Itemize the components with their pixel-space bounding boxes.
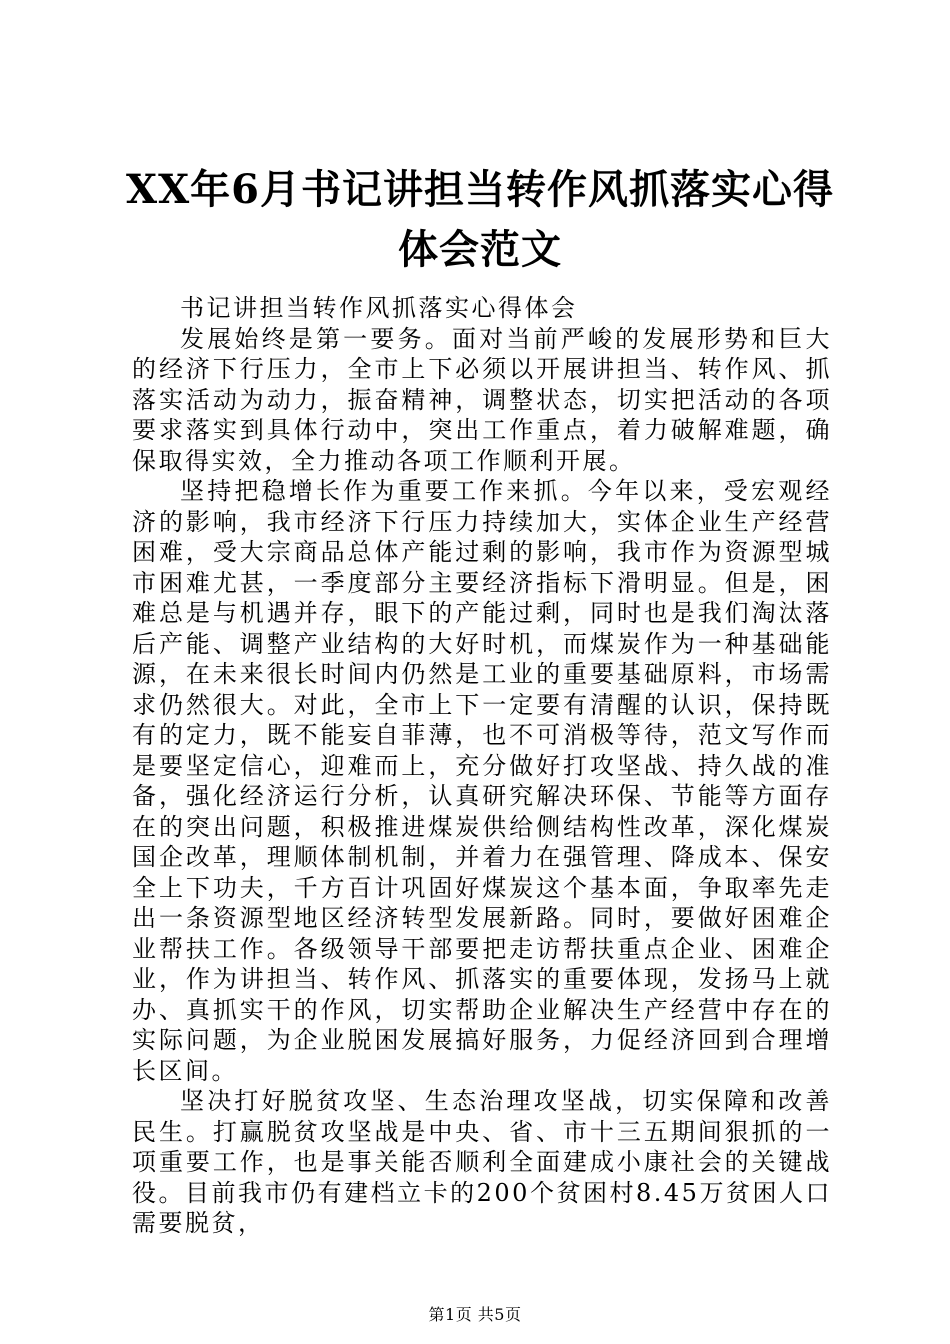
body-paragraph: 坚持把稳增长作为重要工作来抓。今年以来，受宏观经济的影响，我市经济下行压力持续加大，实体企业生产经营困难，受大宗商品总体产能过剩的影响，我市作为资源型城市困难尤甚，一季度部分主要经济指标下滑明显。但是，困难总是与机遇并存，眼下的产能过剩，同时也是我们淘汰落后产能、调整产业结构的大好时机，而煤炭作为一种基础能源，在未来很长时间内仍然是工业的重要基础原料，市场需求仍然很大。对此，全市上下一定要有清醒的认识，保持既有的定力，既不能妄自菲薄，也不可消极等待，范文写作而是要坚定信心，迎难而上，充分做好打攻坚战、持久战的准备，强化经济运行分析，认真研究解决环保、节能等方面存在的突出问题，积极推进煤炭供给侧结构性改革，深化煤炭国企改革，理顺体制机制，并着力在强管理、降成本、保安全上下功夫，千方百计巩固好煤炭这个基本面，争取率先走出一条资源型地区经济转型发展新路。同时，要做好困难企业帮扶工作。各级领导干部要把走访帮扶重点企业、困难企业，作为讲担当、转作风、抓落实的重要体现，发扬马上就办、真抓实干的作风，切实帮助企业解决生产经营中存在的实际问题，为企业脱困发展搞好服务，力促经济回到合理增长区间。: [132, 477, 832, 1085]
document-title: XX年6月书记讲担当转作风抓落实心得体会范文: [126, 166, 834, 273]
body-paragraph: 发展始终是第一要务。面对当前严峻的发展形势和巨大的经济下行压力，全市上下必须以开展讲担当、转作风、抓落实活动为动力，振奋精神，调整状态，切实把活动的各项要求落实到具体行动中，突出工作重点，着力破解难题，确保取得实效，全力推动各项工作顺利开展。: [132, 324, 832, 475]
page-footer: 第1页 共5页: [428, 1305, 522, 1324]
subtitle-paragraph: 书记讲担当转作风抓落实心得体会: [180, 294, 578, 322]
document-body: [132, 293, 832, 1239]
body-paragraph: 坚决打好脱贫攻坚、生态治理攻坚战，切实保障和改善民生。打赢脱贫攻坚战是中央、省、市十三五期间狠抓的一项重要工作，也是事关能否顺利全面建成小康社会的关键战役。目前我市仍有建档立卡的200个贫困村8.45万贫困人口需要脱贫，: [132, 1087, 832, 1237]
